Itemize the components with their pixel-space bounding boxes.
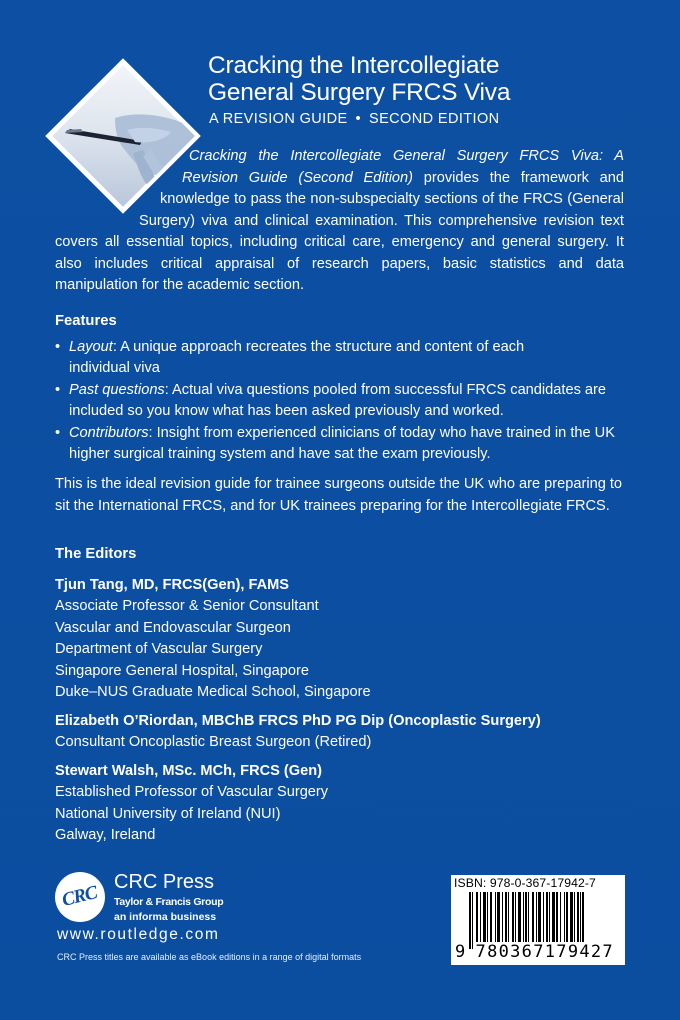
editor-affiliation: National University of Ireland (NUI): [55, 805, 281, 822]
editor-name: Stewart Walsh, MSc. MCh, FRCS (Gen): [55, 762, 323, 779]
feature-item: • Layout: A unique approach recreates the structure and content of each individual viva: [55, 337, 579, 380]
intro-line: Revision Guide (Second Edition) provides the framework and: [182, 169, 624, 186]
editor-oriordan: [55, 711, 635, 754]
publisher-informa: an informa business: [114, 911, 217, 923]
title-line-1: Cracking the Intercollegiate: [208, 52, 500, 79]
intro-line: manipulation for the academic section.: [55, 277, 305, 293]
feature-label: Past questions: [69, 381, 165, 398]
intro-paragraph: [55, 146, 624, 297]
audience-paragraph: This is the ideal revision guide for trainee surgeons outside the UK who are preparing to sit the International FRCS, and for UK trainees preparing for the Intercollegiate FRCS.: [55, 476, 623, 514]
features-heading: Features: [55, 313, 117, 329]
editor-affiliation: Vascular and Endovascular Surgeon: [55, 619, 291, 636]
editor-name: Tjun Tang, MD, FRCS(Gen), FAMS: [55, 576, 290, 593]
isbn-barcode: [451, 875, 625, 965]
barcode-bars-icon: [469, 892, 619, 949]
intro-line: covers all essential topics, including critical care, emergency and general surgery. It: [55, 234, 624, 250]
editor-walsh: [55, 761, 635, 847]
editor-affiliation: Singapore General Hospital, Singapore: [55, 662, 309, 679]
bullet-separator: •: [355, 111, 362, 127]
feature-item: • Contributors: Insight from experienced clinicians of today who have trained in the UK higher surgical training system and have sat the exam previously.: [55, 423, 629, 466]
editors-heading: The Editors: [55, 546, 137, 562]
barcode-digits: 9 780367179427: [455, 942, 614, 962]
title-line-2: General Surgery FRCS Viva: [208, 79, 511, 106]
intro-line: knowledge to pass the non-subspecialty sections of the FRCS (General: [160, 191, 624, 207]
editor-affiliation: Associate Professor & Senior Consultant: [55, 598, 319, 614]
isbn-label: ISBN: 978-0-367-17942-7: [454, 876, 596, 890]
editor-affiliation: Consultant Oncoplastic Breast Surgeon (Retired): [55, 734, 372, 750]
ebook-note: CRC Press titles are available as eBook editions in a range of digital formats: [57, 952, 362, 962]
editor-name: Elizabeth O’Riordan, MBChB FRCS PhD PG Dip (Oncoplastic Surgery): [55, 712, 541, 729]
feature-item: • Past questions: Actual viva questions pooled from successful FRCS candidates are included so you know what has been asked previously and worked.: [55, 380, 614, 423]
publisher-group: Taylor & Francis Group: [114, 896, 224, 908]
editor-affiliation: Department of Vascular Surgery: [55, 641, 263, 657]
intro-line: Cracking the Intercollegiate General Surgery FRCS Viva: A: [189, 148, 624, 164]
feature-label: Contributors: [69, 424, 149, 441]
features-list: [55, 337, 615, 466]
publisher-website-link[interactable]: www.routledge.com: [57, 926, 220, 943]
publisher-name: CRC Press: [114, 871, 215, 893]
intro-line: Surgery) viva and clinical examination. This comprehensive revision text: [139, 212, 624, 229]
editor-affiliation: Galway, Ireland: [55, 827, 156, 843]
subtitle-edition: SECOND EDITION: [369, 111, 500, 127]
intro-line: also includes critical appraisal of research papers, basic statistics and data: [55, 255, 624, 272]
crc-logo-icon: CRC: [55, 872, 105, 922]
editor-affiliation: Duke–NUS Graduate Medical School, Singapore: [55, 684, 371, 700]
editor-affiliation: Established Professor of Vascular Surgery: [55, 784, 329, 800]
editors-section: [55, 544, 635, 854]
subtitle-revision-guide: A REVISION GUIDE: [209, 111, 348, 127]
editor-tang: [55, 575, 635, 704]
feature-label: Layout: [69, 338, 113, 355]
features-section: [55, 311, 615, 466]
book-title: [208, 52, 510, 106]
book-subtitle: [209, 111, 500, 127]
